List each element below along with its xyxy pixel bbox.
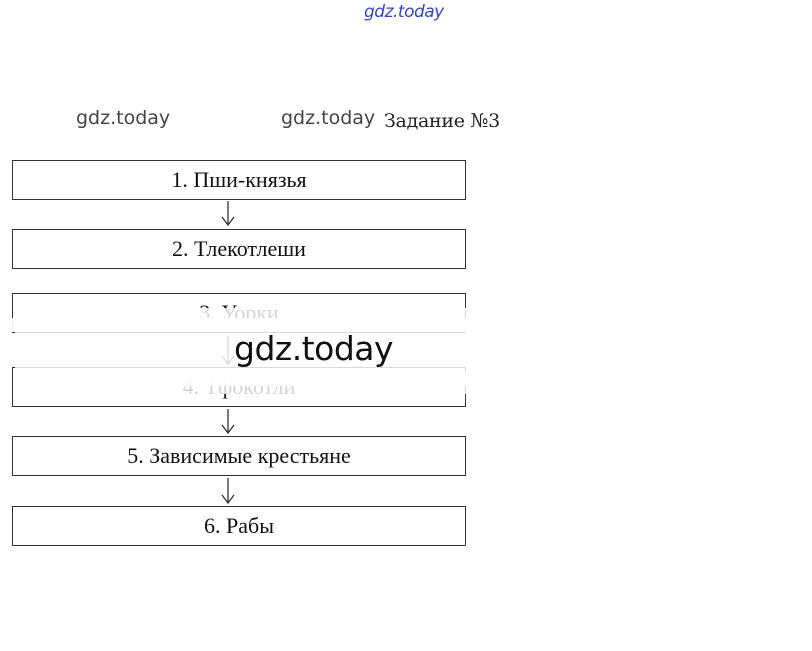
hierarchy-box-2: 2. Тлекотлеши [12,229,466,269]
hierarchy-box-5: 5. Зависимые крестьяне [12,436,466,476]
watermark-left: gdz.today [76,107,171,129]
watermark-smear-streak [40,372,470,386]
arrow-down-icon [220,201,236,227]
hierarchy-box-1: 1. Пши-князья [12,160,466,200]
watermark-top: gdz.today [364,2,444,22]
task-title: Задание №3 [384,110,500,132]
arrow-down-icon [220,478,236,505]
arrow-down-icon [220,409,236,435]
watermark-overlay: gdz.today [234,329,394,368]
watermark-middle: gdz.today [281,107,376,129]
hierarchy-box-6: 6. Рабы [12,506,466,546]
